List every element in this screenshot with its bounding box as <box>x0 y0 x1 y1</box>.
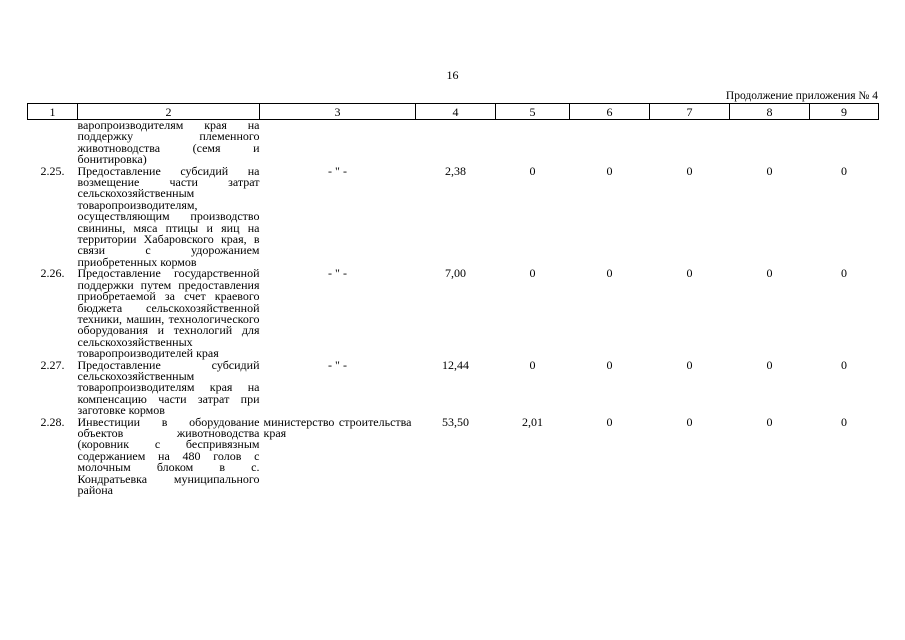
page-number: 16 <box>446 68 459 82</box>
row-value: 0 <box>766 414 773 429</box>
row-executor: министерство строительства края <box>263 414 412 440</box>
row-executor: - " - <box>328 266 347 281</box>
row-value: 0 <box>686 357 693 372</box>
appendix-table <box>27 103 879 496</box>
row-value: 0 <box>606 163 613 178</box>
column-header: 9 <box>810 104 879 120</box>
row-value: 2,38 <box>445 163 466 178</box>
row-value: 0 <box>766 357 773 372</box>
column-header: 3 <box>260 104 416 120</box>
row-value: 0 <box>529 357 536 372</box>
row-value: 0 <box>529 266 536 281</box>
table-row <box>28 417 879 497</box>
row-value: 0 <box>606 414 613 429</box>
column-header: 5 <box>496 104 570 120</box>
row-value: 0 <box>606 266 613 281</box>
row-number: 2.28. <box>40 414 65 429</box>
row-value: 2,01 <box>522 414 543 429</box>
table-row <box>28 120 879 166</box>
row-value: 0 <box>686 414 693 429</box>
row-description: Инвестиции в оборудование объектов животноводства (коровник с беспривязным содержанием на 480 голов с молочным блоком в с. Кондратьевка муниципального района <box>77 414 260 497</box>
row-value <box>570 120 650 166</box>
table-row <box>28 268 879 359</box>
row-value: 0 <box>529 163 536 178</box>
table-row <box>28 360 879 417</box>
row-value: 0 <box>766 266 773 281</box>
row-description: Предоставление субсидий сельскохозяйственным товаропроизводителям края на компенсацию части затрат при заготовке кормов <box>77 357 260 418</box>
row-description: Предоставление государственной поддержки путем предоставления приобретаемой за счет краевого бюджета сельскохозяйственной техники, машин, технологического оборудования и технологий для сельскохозяйственных товаропроизводителей края <box>77 266 260 361</box>
row-value <box>730 120 810 166</box>
row-value: 0 <box>841 357 847 372</box>
column-header: 6 <box>570 104 650 120</box>
row-value: 0 <box>841 266 847 281</box>
row-number <box>28 120 78 166</box>
row-value: 0 <box>686 266 693 281</box>
row-value <box>810 120 879 166</box>
table-row <box>28 166 879 269</box>
row-value: 0 <box>841 163 847 178</box>
row-value <box>496 120 570 166</box>
row-value: 7,00 <box>445 266 466 281</box>
column-header: 2 <box>78 104 260 120</box>
row-executor: - " - <box>328 357 347 372</box>
row-description: Предоставление субсидий на возмещение части затрат сельскохозяйственным товаропроизводителям, осуществляющим производство свинины, мяса птицы и яиц на территории Хабаровского края, в связи с удорожанием приобретенных кормов <box>77 163 260 269</box>
row-executor <box>260 120 416 166</box>
row-value: 0 <box>606 357 613 372</box>
row-description: варопроизводителям края на поддержку племенного животноводства (семя и бонитировка) <box>77 118 260 167</box>
row-number: 2.27. <box>40 357 65 372</box>
row-value <box>650 120 730 166</box>
row-number: 2.25. <box>40 163 65 178</box>
row-value: 12,44 <box>442 357 469 372</box>
row-value: 53,50 <box>442 414 469 429</box>
column-header: 8 <box>730 104 810 120</box>
row-value: 0 <box>841 414 847 429</box>
row-value: 0 <box>766 163 773 178</box>
continuation-label: Продолжение приложения № 4 <box>725 90 878 102</box>
row-value: 0 <box>686 163 693 178</box>
column-header: 1 <box>28 104 78 120</box>
column-header: 4 <box>416 104 496 120</box>
row-number: 2.26. <box>40 266 65 281</box>
row-value <box>416 120 496 166</box>
column-header: 7 <box>650 104 730 120</box>
row-executor: - " - <box>328 163 347 178</box>
